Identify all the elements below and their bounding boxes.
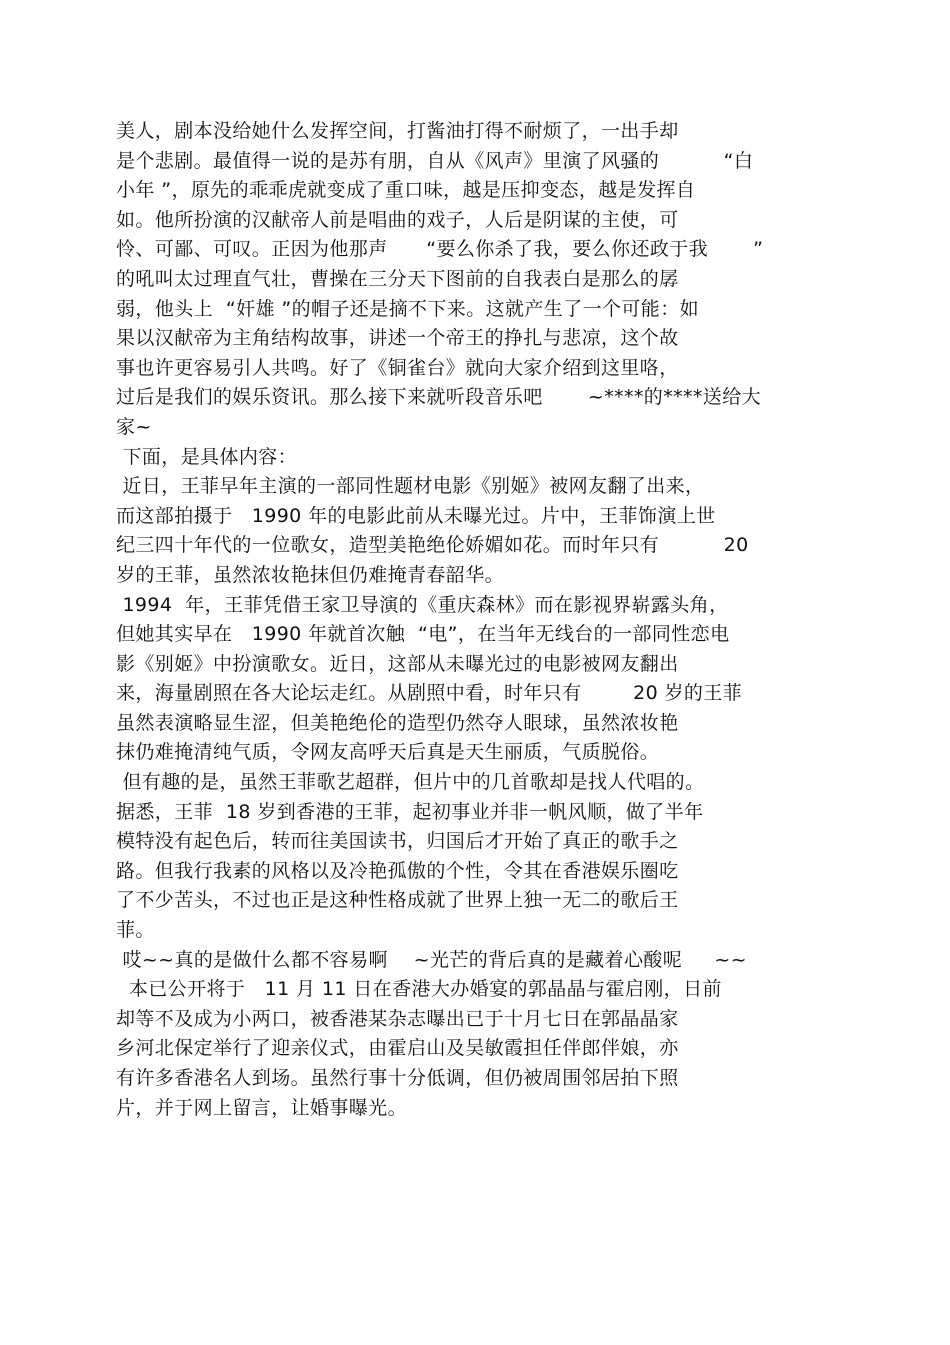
text-line: 家~ — [116, 415, 152, 438]
text-line: 据悉，王菲 18 岁到香港的王菲，起初事业并非一帆风顺，做了半年 — [116, 800, 704, 823]
text-line: 影《别姬》中扮演歌女。近日，这部从未曝光过的电影被网友翻出 — [116, 652, 679, 675]
text-line: 了不少苦头，不过也正是这种性格成就了世界上独一无二的歌后王 — [116, 889, 679, 912]
text-line: 果以汉献帝为主角结构故事，讲述一个帝王的挣扎与悲凉，这个故 — [116, 327, 679, 350]
text-line: 弱，他头上 “奸雄 ”的帽子还是摘不下来。这就产生了一个可能：如 — [116, 297, 700, 320]
text-line: 抹仍难掩清纯气质，令网友高呼天后真是天生丽质，气质脱俗。 — [116, 741, 660, 764]
text-line: 如。他所扮演的汉献帝人前是唱曲的戏子，人后是阴谋的主使，可 — [116, 208, 679, 231]
text-line: 近日，王菲早年主演的一部同性题材电影《别姬》被网友翻了出来， — [116, 475, 705, 498]
text-line: 小年 ”，原先的乖乖虎就变成了重口味，越是压抑变态，越是发挥自 — [116, 179, 696, 202]
text-line: 美人，剧本没给她什么发挥空间，打酱油打得不耐烦了，一出手却 — [116, 120, 679, 142]
text-line: 菲。 — [116, 919, 155, 942]
text-line: 过后是我们的娱乐资讯。那么接下来就听段音乐吧 ~****的****送给大 — [116, 386, 761, 409]
text-line: 岁的王菲，虽然浓妆艳抹但仍难掩青春韶华。 — [116, 563, 505, 586]
text-line: 的吼叫太过理直气壮，曹操在三分天下图前的自我表白是那么的孱 — [116, 267, 679, 290]
text-line: 1994 年，王菲凭借王家卫导演的《重庆森林》而在影视界崭露头角， — [116, 593, 729, 616]
text-line: 但她其实早在 1990 年就首次触 “电”，在当年无线台的一部同性恋电 — [116, 623, 730, 646]
text-line: 片，并于网上留言，让婚事曝光。 — [116, 1096, 408, 1119]
text-line: 本已公开将于 11 月 11 日在香港大办婚宴的郭晶晶与霍启刚，日前 — [116, 978, 722, 1001]
text-line: 但有趣的是，虽然王菲歌艺超群，但片中的几首歌却是找人代唱的。 — [116, 771, 705, 794]
text-line: 怜、可鄙、可叹。正因为他那声 “要么你杀了我，要么你还政于我 ” — [116, 238, 764, 261]
article-body — [116, 117, 836, 1123]
text-line: 来，海量剧照在各大论坛走红。从剧照中看，时年只有 20 岁的王菲 — [116, 682, 743, 705]
text-line: 下面，是具体内容： — [116, 445, 298, 468]
text-line: 乡河北保定举行了迎亲仪式，由霍启山及吴敏霞担任伴郎伴娘，亦 — [116, 1037, 679, 1060]
text-line: 而这部拍摄于 1990 年的电影此前从未曝光过。片中，王菲饰演上世 — [116, 504, 716, 527]
text-line: 路。但我行我素的风格以及冷艳孤傲的个性，令其在香港娱乐圈吃 — [116, 859, 679, 882]
text-line: 有许多香港名人到场。虽然行事十分低调，但仍被周围邻居拍下照 — [116, 1067, 679, 1089]
text-line: 哎~~真的是做什么都不容易啊 ~光芒的背后真的是藏着心酸呢 ~~ — [116, 948, 747, 971]
text-line: 虽然表演略显生涩，但美艳绝伦的造型仍然夺人眼球，虽然浓妆艳 — [116, 711, 679, 734]
text-line: 是个悲剧。最值得一说的是苏有朋，自从《风声》里演了风骚的 “白 — [116, 149, 754, 172]
text-line: 却等不及成为小两口，被香港某杂志曝出已于十月七日在郭晶晶家 — [116, 1007, 679, 1030]
text-line: 模特没有起色后，转而往美国读书，归国后才开始了真正的歌手之 — [116, 830, 679, 853]
text-line: 事也许更容易引人共鸣。好了《铜雀台》就向大家介绍到这里咯， — [116, 356, 679, 379]
text-line: 纪三四十年代的一位歌女，造型美艳绝伦娇媚如花。而时年只有 20 — [116, 534, 749, 557]
